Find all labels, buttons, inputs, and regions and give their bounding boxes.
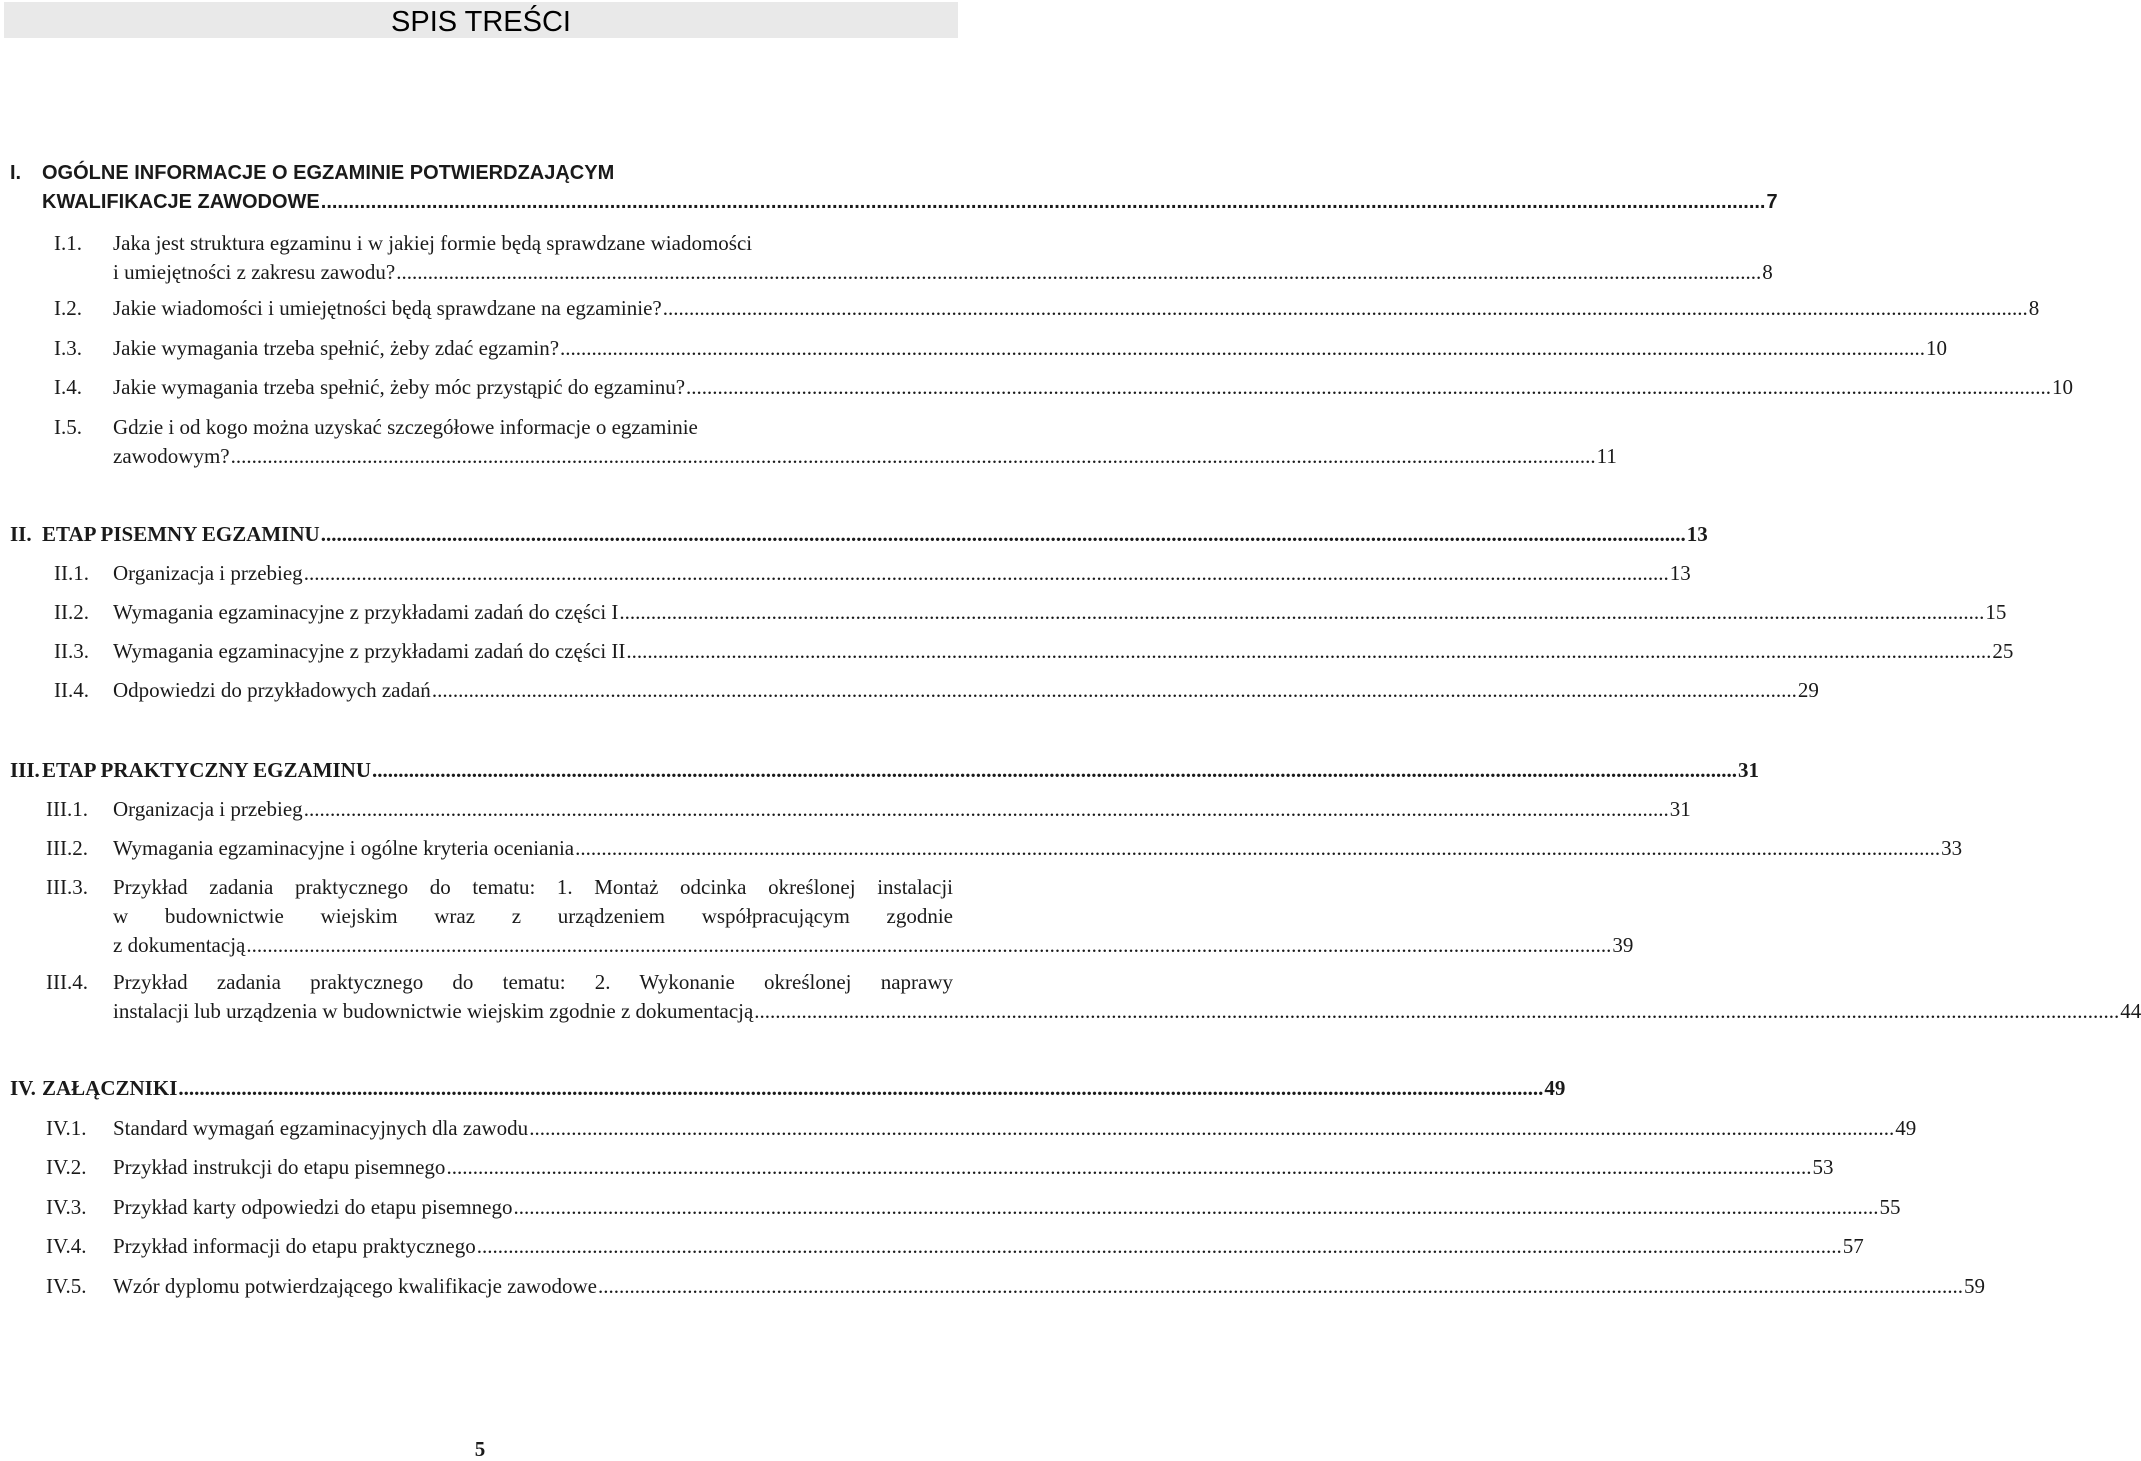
- dot-leader: ....................................................................................................................................................................................................................................................................: [619, 600, 1985, 624]
- dot-leader: ....................................................................................................................................................................................................................................................................: [230, 444, 1596, 468]
- toc-entry-number: II.4.: [54, 678, 89, 702]
- toc-page-number: 59: [1963, 1274, 1985, 1298]
- toc-page-number: 44: [2120, 999, 2141, 1023]
- dot-leader: ....................................................................................................................................................................................................................................................................: [597, 1274, 1963, 1298]
- toc-page-number: 25: [1992, 639, 2014, 663]
- toc-entry-title: Przykład zadania praktycznego do tematu: 1. Montaż odcinka określonej instalacji: [113, 875, 953, 899]
- toc-entry-number: IV.2.: [46, 1155, 87, 1179]
- toc-entry-number: IV.3.: [46, 1195, 87, 1219]
- toc-entry-title: Odpowiedzi do przykładowych zadań: [113, 678, 431, 702]
- toc-page-number: 11: [1596, 444, 1617, 468]
- dot-leader: ....................................................................................................................................................................................................................................................................: [246, 933, 1612, 957]
- toc-entry-number: IV.4.: [46, 1234, 87, 1258]
- dot-leader: ....................................................................................................................................................................................................................................................................: [686, 375, 2052, 399]
- toc-page-number: 29: [1797, 678, 1819, 702]
- toc-entry-title: Przykład informacji do etapu praktycznego: [113, 1234, 476, 1258]
- dot-leader: ....................................................................................................................................................................................................................................................................: [476, 1234, 1842, 1258]
- toc-entry-title: Wymagania egzaminacyjne z przykładami zadań do części II: [113, 639, 626, 663]
- toc-entry-number: I.5.: [54, 415, 82, 439]
- toc-entry-number: I.: [10, 162, 22, 184]
- toc-page-number: 39: [1612, 933, 1634, 957]
- toc-entry-number: II.3.: [54, 639, 89, 663]
- toc-page-number: 49: [1895, 1116, 1917, 1140]
- toc-entry-number: III.4.: [46, 970, 88, 994]
- dot-leader: ....................................................................................................................................................................................................................................................................: [529, 1116, 1895, 1140]
- dot-leader: ....................................................................................................................................................................................................................................................................: [303, 797, 1669, 821]
- toc-entry-title: Wzór dyplomu potwierdzającego kwalifikacje zawodowe: [113, 1274, 597, 1298]
- toc-entry-number: III.2.: [46, 836, 88, 860]
- toc-entry-title: Wymagania egzaminacyjne z przykładami zadań do części I: [113, 600, 619, 624]
- toc-entry-number: III.: [10, 758, 40, 782]
- toc-page-number: 10: [1926, 336, 1948, 360]
- toc-entry-title: Organizacja i przebieg: [113, 561, 303, 585]
- toc-entry-number: II.2.: [54, 600, 89, 624]
- toc-entry-title: Jakie wymagania trzeba spełnić, żeby móc przystąpić do egzaminu?: [113, 375, 686, 399]
- toc-entry-title: KWALIFIKACJE ZAWODOWE: [42, 191, 320, 213]
- toc-entry-title: Standard wymagań egzaminacyjnych dla zawodu: [113, 1116, 529, 1140]
- toc-entry-number: I.1.: [54, 231, 82, 255]
- toc-entry-title: Jakie wymagania trzeba spełnić, żeby zdać egzamin?: [113, 336, 560, 360]
- toc-page-number: 8: [2028, 296, 2040, 320]
- toc-entry-number: II.1.: [54, 561, 89, 585]
- toc-entry-number: III.3.: [46, 875, 88, 899]
- dot-leader: ....................................................................................................................................................................................................................................................................: [431, 678, 1797, 702]
- toc-entry-title: OGÓLNE INFORMACJE O EGZAMINIE POTWIERDZAJĄCYM: [42, 162, 615, 184]
- toc-entry-title: ZAŁĄCZNIKI: [42, 1076, 178, 1100]
- dot-leader: ....................................................................................................................................................................................................................................................................: [320, 191, 1766, 213]
- page-number: 5: [474, 1437, 486, 1461]
- toc-page-number: 53: [1812, 1155, 1834, 1179]
- toc-entry-title: Organizacja i przebieg: [113, 797, 303, 821]
- toc-entry-title: ETAP PISEMNY EGZAMINU: [42, 522, 320, 546]
- toc-entry-title: Wymagania egzaminacyjne i ogólne kryteria oceniania: [113, 836, 575, 860]
- dot-leader: ....................................................................................................................................................................................................................................................................: [662, 296, 2028, 320]
- toc-entry-number: I.3.: [54, 336, 82, 360]
- toc-entry-number: IV.1.: [46, 1116, 87, 1140]
- toc-page-number: 31: [1738, 758, 1760, 782]
- toc-entry-title: Jakie wiadomości i umiejętności będą sprawdzane na egzaminie?: [113, 296, 662, 320]
- dot-leader: ....................................................................................................................................................................................................................................................................: [303, 561, 1669, 585]
- dot-leader: ....................................................................................................................................................................................................................................................................: [626, 639, 1992, 663]
- toc-entry-title: Jaka jest struktura egzaminu i w jakiej formie będą sprawdzane wiadomości: [113, 231, 753, 255]
- toc-entry-title: w budownictwie wiejskim wraz z urządzeniem współpracującym zgodnie: [113, 904, 953, 928]
- toc-page-number: 15: [1985, 600, 2007, 624]
- dot-leader: ....................................................................................................................................................................................................................................................................: [320, 522, 1686, 546]
- toc-entry-title: ETAP PRAKTYCZNY EGZAMINU: [42, 758, 372, 782]
- toc-page-number: 31: [1669, 797, 1691, 821]
- toc-entry-number: I.4.: [54, 375, 82, 399]
- toc-page-number: 55: [1879, 1195, 1901, 1219]
- dot-leader: ....................................................................................................................................................................................................................................................................: [513, 1195, 1879, 1219]
- toc-page-number: 33: [1941, 836, 1963, 860]
- dot-leader: ....................................................................................................................................................................................................................................................................: [372, 758, 1738, 782]
- toc-entry-number: IV.5.: [46, 1274, 87, 1298]
- toc-entry-title: instalacji lub urządzenia w budownictwie wiejskim zgodnie z dokumentacją: [113, 999, 754, 1023]
- toc-entry-number: IV.: [10, 1076, 36, 1100]
- toc-entry-title: Gdzie i od kogo można uzyskać szczegółowe informacje o egzaminie: [113, 415, 698, 439]
- toc-entry-title: zawodowym?: [113, 444, 230, 468]
- toc-entry-title: Przykład instrukcji do etapu pisemnego: [113, 1155, 446, 1179]
- toc-entry-title: i umiejętności z zakresu zawodu?: [113, 260, 396, 284]
- dot-leader: ....................................................................................................................................................................................................................................................................: [446, 1155, 1812, 1179]
- toc-entry-number: II.: [10, 522, 32, 546]
- toc-page-number: 57: [1842, 1234, 1864, 1258]
- toc-entry-title: Przykład zadania praktycznego do tematu: 2. Wykonanie określonej naprawy: [113, 970, 953, 994]
- dot-leader: ....................................................................................................................................................................................................................................................................: [178, 1076, 1544, 1100]
- toc-page-number: 13: [1669, 561, 1691, 585]
- toc-entry-title: Przykład karty odpowiedzi do etapu pisemnego: [113, 1195, 513, 1219]
- dot-leader: ....................................................................................................................................................................................................................................................................: [396, 260, 1762, 284]
- toc-entry-number: III.1.: [46, 797, 88, 821]
- toc-page-number: 13: [1686, 522, 1708, 546]
- page-title: SPIS TREŚCI: [391, 6, 571, 38]
- toc-page-number: 49: [1544, 1076, 1566, 1100]
- toc-page-number: 8: [1762, 260, 1773, 284]
- dot-leader: ....................................................................................................................................................................................................................................................................: [754, 999, 2120, 1023]
- toc-page-number: 7: [1766, 191, 1778, 213]
- toc-entry-number: I.2.: [54, 296, 82, 320]
- dot-leader: ....................................................................................................................................................................................................................................................................: [575, 836, 1941, 860]
- toc-page-number: 10: [2052, 375, 2074, 399]
- dot-leader: ....................................................................................................................................................................................................................................................................: [560, 336, 1926, 360]
- toc-entry-title: z dokumentacją: [113, 933, 246, 957]
